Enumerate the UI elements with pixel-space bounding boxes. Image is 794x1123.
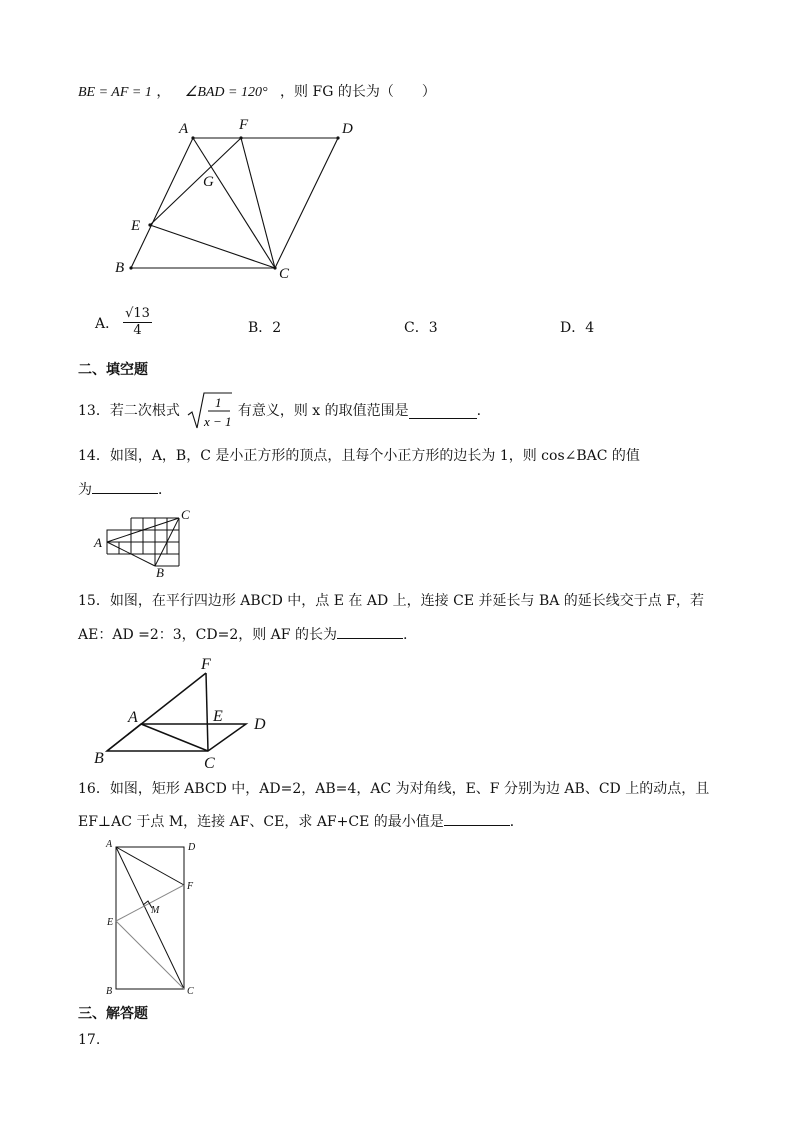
- q16-figure: [100, 838, 210, 998]
- q13-end: .: [476, 403, 482, 419]
- q12-option-a[interactable]: [95, 306, 152, 339]
- q16-line-1: 16．如图，矩形 ABCD 中，AD=2，AB=4，AC 为对角线，E、F 分别为边 AB、CD 上的动点，且: [78, 781, 710, 797]
- q14-answer-blank[interactable]: [92, 479, 158, 494]
- label-c: C: [279, 266, 290, 282]
- option-c-value: 3: [428, 320, 438, 336]
- q13-post: 有意义，则 x 的取值范围是: [237, 403, 409, 419]
- label-f: F: [239, 117, 249, 133]
- label-f: F: [187, 881, 194, 892]
- option-b-value: 2: [272, 320, 282, 336]
- q13-denominator: x − 1: [203, 414, 232, 429]
- label-d: D: [342, 121, 353, 137]
- segment-ec: [150, 225, 275, 268]
- segment-ac: [116, 847, 184, 989]
- q16-line-2-text: EF⊥AC 于点 M，连接 AF、CE，求 AF+CE 的最小值是: [78, 814, 444, 830]
- q15-line-2-text: AE：AD =2：3，CD=2，则 AF 的长为: [78, 627, 337, 643]
- label-d: D: [188, 842, 196, 853]
- q12-prompt: ，则 FG 的长为（ ）: [280, 84, 436, 100]
- q14-figure: [90, 505, 205, 580]
- label-e: E: [213, 708, 223, 725]
- label-b: B: [94, 750, 104, 767]
- option-a-letter: A．: [95, 315, 120, 332]
- label-e: E: [131, 218, 141, 234]
- q15-line-1: 15．如图，在平行四边形 ABCD 中，点 E 在 AD 上，连接 CE 并延长与 BA 的延长线交于点 F，若: [78, 593, 704, 609]
- q16-line-2: [78, 811, 524, 831]
- label-f: F: [201, 656, 211, 673]
- q15-line-2: [78, 624, 407, 644]
- segment-af: [116, 847, 184, 885]
- label-e: E: [107, 917, 114, 928]
- option-d-letter: D．: [560, 320, 586, 336]
- q12-stem: [78, 83, 436, 102]
- segment-ac: [193, 138, 275, 268]
- q15-end: .: [402, 627, 408, 643]
- q12-separator: ，: [156, 84, 171, 100]
- q17-number: 17.: [78, 1032, 101, 1048]
- label-b: B: [115, 260, 125, 276]
- label-m: M: [151, 905, 160, 916]
- option-b-letter: B．: [248, 320, 273, 336]
- option-a-denominator: 4: [133, 323, 142, 338]
- option-d-value: 4: [585, 320, 595, 336]
- q14-line-2-text: 为: [78, 482, 92, 498]
- segment-fc: [241, 138, 275, 268]
- label-a: A: [179, 121, 189, 137]
- segment-bf: [107, 673, 206, 751]
- label-c: C: [204, 755, 215, 770]
- q13-radical-sign: [186, 391, 232, 431]
- q12-condition-1: BE = AF = 1: [78, 85, 152, 100]
- label-d: D: [254, 716, 266, 733]
- option-a-fraction: [123, 306, 152, 339]
- label-c: C: [187, 986, 194, 997]
- q14-line-1: 14．如图，A，B，C 是小正方形的顶点，且每个小正方形的边长为 1，则 cos∠BAC 的值: [78, 448, 640, 464]
- label-a: A: [106, 839, 113, 850]
- q16-end: ．: [509, 814, 524, 830]
- option-a-numerator: √13: [125, 306, 150, 321]
- segment-ef: [116, 885, 184, 921]
- segment-fc: [206, 673, 208, 751]
- segment-fe: [150, 138, 241, 225]
- q12-condition-2: ∠BAD = 120°: [184, 85, 268, 100]
- q16-answer-blank[interactable]: [444, 811, 510, 826]
- q14-end: ．: [158, 482, 172, 498]
- section-fill-in-title: 二、填空题: [78, 362, 148, 378]
- label-b: B: [106, 986, 113, 997]
- q13-numerator: 1: [214, 395, 222, 410]
- q13: [78, 391, 481, 431]
- q12-option-d[interactable]: [560, 317, 594, 337]
- label-a: A: [94, 535, 102, 550]
- label-c: C: [181, 507, 190, 522]
- section-solve-title: 三、解答题: [78, 1006, 148, 1022]
- segment-ac: [141, 724, 208, 751]
- q15-figure: [90, 652, 280, 770]
- q15-answer-blank[interactable]: [337, 624, 403, 639]
- q12-option-b[interactable]: [248, 317, 281, 337]
- label-b: B: [156, 565, 164, 580]
- label-a: A: [128, 709, 138, 726]
- q12-figure: [100, 112, 370, 287]
- label-g: G: [203, 174, 214, 190]
- q13-pre: 13．若二次根式: [78, 403, 180, 419]
- q13-answer-blank[interactable]: [409, 404, 477, 419]
- q14-line-2: [78, 479, 172, 499]
- segment-ec: [116, 921, 184, 989]
- q12-option-c[interactable]: [404, 317, 438, 337]
- option-c-letter: C．: [404, 320, 429, 336]
